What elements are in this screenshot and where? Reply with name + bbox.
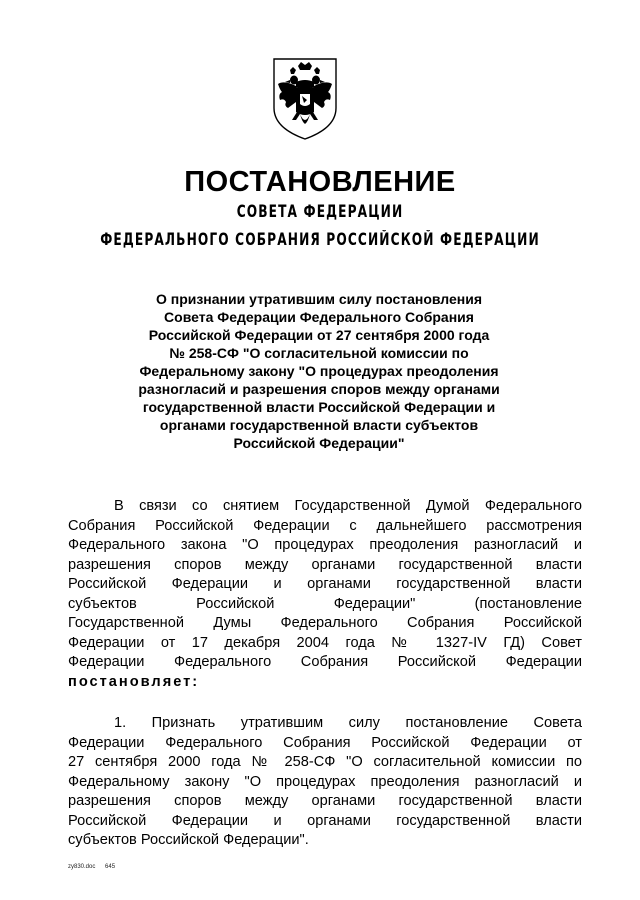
paragraph-line: Российской Федерации и органами государственной власти bbox=[68, 576, 582, 592]
document-heading bbox=[80, 290, 558, 452]
heading-line: О признании утратившим силу постановления bbox=[155, 291, 483, 307]
heading-line: Федеральному закону "О процедурах преодоления bbox=[139, 363, 499, 379]
heading-line: № 258-СФ "О согласительной комиссии по bbox=[169, 345, 469, 361]
paragraph-line: Федерации Федерального Собрания Российской Федерации от bbox=[68, 734, 582, 751]
paragraph-line: разрешения споров между органами государственной власти bbox=[68, 793, 582, 809]
paragraph-line: Федерации от 17 декабря 2004 года № 1327-IV ГД) Совет bbox=[68, 634, 582, 651]
paragraph-line: Федерального закона "О процедурах преодоления разногласий и bbox=[68, 537, 582, 553]
footer-number: 645 bbox=[105, 864, 116, 870]
heading-line: Совета Федерации Федерального Собрания bbox=[164, 309, 474, 325]
heading-line: Российской Федерации от 27 сентября 2000 года bbox=[148, 327, 490, 343]
heading-line: Российской Федерации" bbox=[233, 435, 405, 451]
paragraph-line: разрешения споров между органами государственной власти bbox=[68, 556, 582, 573]
paragraph-line: Собрания Российской Федерации с дальнейшего рассмотрения bbox=[68, 517, 582, 534]
resolves-word: постановляет: bbox=[68, 673, 200, 690]
paragraph-line: Федерации Федерального Собрания Российской Федерации bbox=[68, 654, 582, 670]
paragraph-line: Государственной Думы Федерального Собрания Российской bbox=[68, 615, 582, 631]
russian-coat-of-arms-icon bbox=[270, 56, 340, 142]
paragraph-line: субъектов Российской Федерации". bbox=[68, 832, 309, 848]
document-title: ПОСТАНОВЛЕНИЕ bbox=[184, 166, 456, 198]
paragraph-line: Российской Федерации и органами государственной власти bbox=[68, 812, 582, 829]
paragraph-line: В связи со снятием Государственной Думой Федерального bbox=[114, 498, 582, 514]
heading-line: государственной власти Российской Федерации и bbox=[142, 399, 496, 415]
heading-line: разногласий и разрешения споров между органами bbox=[138, 381, 500, 397]
footer-filename: zy830.doc bbox=[68, 864, 96, 870]
paragraph-line: Федеральному закону "О процедурах преодоления разногласий и bbox=[68, 773, 582, 790]
paragraph-line: 1. Признать утратившим силу постановление Совета bbox=[114, 715, 582, 731]
document-subtitle-line-1: СОВЕТА ФЕДЕРАЦИИ bbox=[236, 202, 404, 221]
clause-1-paragraph bbox=[68, 714, 582, 851]
paragraph-line: 27 сентября 2000 года № 258-СФ "О согласительной комиссии по bbox=[68, 754, 582, 770]
page-footer bbox=[68, 864, 123, 870]
heading-line: органами государственной власти субъектов bbox=[159, 417, 479, 433]
document-subtitle-line-2: ФЕДЕРАЛЬНОГО СОБРАНИЯ РОССИЙСКОЙ ФЕДЕРАЦИИ bbox=[100, 230, 540, 249]
paragraph-line: субъектов Российской Федерации" (постановление bbox=[68, 595, 582, 612]
preamble-paragraph bbox=[68, 497, 582, 692]
